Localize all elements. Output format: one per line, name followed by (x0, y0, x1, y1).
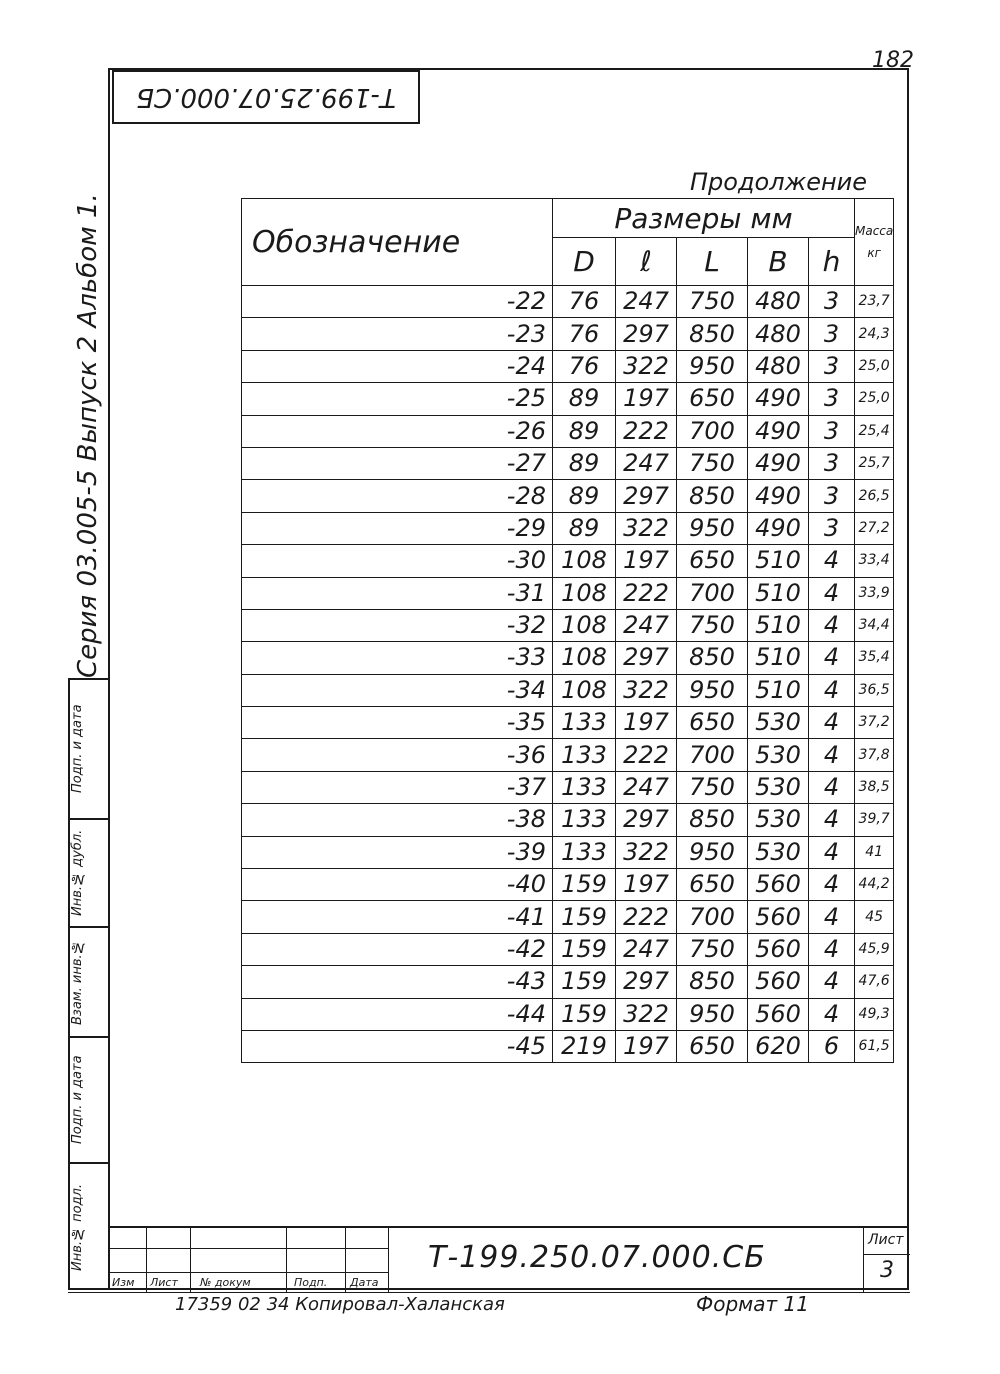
cell-D: 108 (553, 545, 616, 577)
cell-mass: 27,2 (855, 512, 894, 544)
continuation-label: Продолжение (690, 168, 868, 196)
cell-l: 197 (616, 707, 677, 739)
cell-h: 3 (809, 480, 855, 512)
cell-L: 950 (677, 998, 748, 1030)
cell-l: 322 (616, 674, 677, 706)
table-row (242, 707, 894, 739)
table-row (242, 286, 894, 318)
cell-B: 510 (748, 674, 809, 706)
cell-mass: 37,8 (855, 739, 894, 771)
cell-l: 322 (616, 836, 677, 868)
cell-D: 76 (553, 318, 616, 350)
cell-l: 197 (616, 383, 677, 415)
cell-L: 650 (677, 383, 748, 415)
cell-designation: -23 (242, 318, 553, 350)
table-row (242, 480, 894, 512)
cell-L: 650 (677, 869, 748, 901)
cell-D: 159 (553, 966, 616, 998)
inverted-code-stamp (112, 70, 420, 124)
cell-designation: -24 (242, 350, 553, 382)
col-header-l: ℓ (616, 238, 677, 286)
tb-label-sign: Подп. (294, 1276, 328, 1289)
cell-h: 3 (809, 286, 855, 318)
cell-B: 530 (748, 771, 809, 803)
cell-l: 297 (616, 480, 677, 512)
cell-mass: 26,5 (855, 480, 894, 512)
cell-D: 159 (553, 933, 616, 965)
cell-h: 4 (809, 869, 855, 901)
cell-designation: -38 (242, 804, 553, 836)
cell-l: 247 (616, 771, 677, 803)
cell-L: 850 (677, 318, 748, 350)
table-row (242, 804, 894, 836)
cell-L: 950 (677, 350, 748, 382)
cell-h: 3 (809, 350, 855, 382)
mass-header: Масса кг (855, 199, 894, 286)
title-block (108, 1226, 909, 1290)
cell-h: 4 (809, 577, 855, 609)
cell-designation: -29 (242, 512, 553, 544)
cell-D: 219 (553, 1030, 616, 1062)
cell-l: 222 (616, 739, 677, 771)
cell-mass: 25,4 (855, 415, 894, 447)
cell-designation: -37 (242, 771, 553, 803)
cell-B: 510 (748, 545, 809, 577)
cell-D: 108 (553, 674, 616, 706)
cell-designation: -36 (242, 739, 553, 771)
tb-label-sheet: Лист (150, 1276, 178, 1289)
sheet-label: Лист (868, 1232, 904, 1248)
cell-L: 950 (677, 512, 748, 544)
cell-h: 4 (809, 771, 855, 803)
cell-D: 76 (553, 350, 616, 382)
cell-l: 247 (616, 286, 677, 318)
table-row (242, 642, 894, 674)
cell-D: 133 (553, 739, 616, 771)
col-header-h: h (809, 238, 855, 286)
tb-label-doc-no: № докум (200, 1276, 251, 1289)
cell-B: 490 (748, 512, 809, 544)
cell-l: 247 (616, 933, 677, 965)
cell-B: 530 (748, 739, 809, 771)
cell-designation: -32 (242, 609, 553, 641)
copied-by: 17359 02 34 Копировал-Халанская (175, 1294, 505, 1315)
cell-mass: 33,4 (855, 545, 894, 577)
table-row (242, 512, 894, 544)
table-row (242, 771, 894, 803)
cell-B: 530 (748, 707, 809, 739)
side-cell-sign-date-2: Подп. и дата (70, 680, 108, 820)
table-header-row (242, 199, 894, 238)
table-row (242, 998, 894, 1030)
cell-D: 89 (553, 415, 616, 447)
table-row (242, 1030, 894, 1062)
cell-mass: 47,6 (855, 966, 894, 998)
cell-designation: -30 (242, 545, 553, 577)
cell-L: 850 (677, 480, 748, 512)
cell-D: 89 (553, 480, 616, 512)
cell-mass: 61,5 (855, 1030, 894, 1062)
cell-D: 133 (553, 804, 616, 836)
cell-L: 750 (677, 933, 748, 965)
cell-h: 4 (809, 933, 855, 965)
table-row (242, 577, 894, 609)
cell-l: 322 (616, 998, 677, 1030)
cell-L: 750 (677, 771, 748, 803)
cell-mass: 45 (855, 901, 894, 933)
cell-D: 108 (553, 609, 616, 641)
cell-B: 490 (748, 383, 809, 415)
col-header-D: D (553, 238, 616, 286)
sheet-number: 3 (880, 1258, 894, 1283)
cell-h: 4 (809, 707, 855, 739)
dimensions-table (241, 198, 894, 1063)
cell-l: 197 (616, 869, 677, 901)
cell-mass: 38,5 (855, 771, 894, 803)
cell-D: 89 (553, 383, 616, 415)
cell-h: 4 (809, 998, 855, 1030)
cell-designation: -45 (242, 1030, 553, 1062)
cell-B: 510 (748, 642, 809, 674)
cell-l: 222 (616, 415, 677, 447)
cell-L: 850 (677, 966, 748, 998)
cell-l: 222 (616, 901, 677, 933)
table-row (242, 318, 894, 350)
cell-designation: -28 (242, 480, 553, 512)
cell-mass: 45,9 (855, 933, 894, 965)
cell-l: 222 (616, 577, 677, 609)
dimensions-header: Размеры мм (553, 199, 855, 238)
cell-L: 650 (677, 707, 748, 739)
cell-h: 3 (809, 447, 855, 479)
cell-D: 159 (553, 869, 616, 901)
cell-mass: 37,2 (855, 707, 894, 739)
cell-L: 650 (677, 1030, 748, 1062)
cell-mass: 39,7 (855, 804, 894, 836)
cell-designation: -22 (242, 286, 553, 318)
document-code: Т-199.250.07.000.СБ (428, 1240, 766, 1275)
tb-label-change: Изм (112, 1276, 135, 1289)
side-cell-sign-date: Подп. и дата (70, 1038, 108, 1164)
cell-l: 247 (616, 609, 677, 641)
series-text: Серия 03.005-5 Выпуск 2 Альбом 1. (73, 193, 103, 678)
cell-designation: -43 (242, 966, 553, 998)
cell-designation: -34 (242, 674, 553, 706)
cell-mass: 25,0 (855, 350, 894, 382)
cell-h: 4 (809, 674, 855, 706)
cell-mass: 44,2 (855, 869, 894, 901)
cell-l: 322 (616, 512, 677, 544)
cell-l: 297 (616, 804, 677, 836)
cell-L: 700 (677, 577, 748, 609)
cell-L: 850 (677, 804, 748, 836)
cell-L: 700 (677, 901, 748, 933)
table-row (242, 966, 894, 998)
side-cell-orig-inv: Инв.№ подл. (70, 1183, 85, 1271)
cell-h: 4 (809, 804, 855, 836)
sheet-cell (863, 1228, 909, 1292)
cell-L: 950 (677, 674, 748, 706)
cell-mass: 25,0 (855, 383, 894, 415)
table-row (242, 674, 894, 706)
cell-B: 480 (748, 350, 809, 382)
cell-B: 480 (748, 286, 809, 318)
cell-B: 530 (748, 836, 809, 868)
cell-designation: -39 (242, 836, 553, 868)
cell-h: 4 (809, 966, 855, 998)
cell-designation: -33 (242, 642, 553, 674)
cell-mass: 41 (855, 836, 894, 868)
cell-B: 620 (748, 1030, 809, 1062)
cell-h: 3 (809, 415, 855, 447)
cell-L: 700 (677, 739, 748, 771)
table-row (242, 869, 894, 901)
cell-h: 4 (809, 739, 855, 771)
cell-B: 510 (748, 609, 809, 641)
cell-h: 4 (809, 545, 855, 577)
cell-D: 76 (553, 286, 616, 318)
cell-designation: -42 (242, 933, 553, 965)
cell-D: 159 (553, 901, 616, 933)
cell-l: 297 (616, 642, 677, 674)
cell-L: 700 (677, 415, 748, 447)
cell-l: 297 (616, 966, 677, 998)
cell-D: 133 (553, 707, 616, 739)
cell-L: 850 (677, 642, 748, 674)
cell-l: 322 (616, 350, 677, 382)
cell-B: 560 (748, 966, 809, 998)
cell-B: 560 (748, 998, 809, 1030)
cell-B: 510 (748, 577, 809, 609)
table-row (242, 933, 894, 965)
cell-h: 3 (809, 383, 855, 415)
cell-designation: -40 (242, 869, 553, 901)
cell-B: 560 (748, 933, 809, 965)
cell-h: 4 (809, 836, 855, 868)
col-header-L: L (677, 238, 748, 286)
table-row (242, 545, 894, 577)
cell-h: 3 (809, 318, 855, 350)
cell-designation: -44 (242, 998, 553, 1030)
col-header-B: B (748, 238, 809, 286)
cell-mass: 33,9 (855, 577, 894, 609)
cell-L: 750 (677, 609, 748, 641)
side-cell-repl-inv: Взам. инв.№ (70, 928, 108, 1038)
side-cell-dup-inv: Инв.№ дубл. (70, 820, 108, 928)
cell-mass: 23,7 (855, 286, 894, 318)
cell-B: 490 (748, 415, 809, 447)
side-stamp-column (68, 678, 108, 1290)
cell-D: 159 (553, 998, 616, 1030)
cell-L: 950 (677, 836, 748, 868)
cell-l: 247 (616, 447, 677, 479)
table-row (242, 836, 894, 868)
page-number: 182 (872, 48, 914, 73)
cell-mass: 24,3 (855, 318, 894, 350)
cell-mass: 49,3 (855, 998, 894, 1030)
cell-L: 650 (677, 545, 748, 577)
cell-D: 133 (553, 771, 616, 803)
cell-B: 530 (748, 804, 809, 836)
cell-B: 490 (748, 480, 809, 512)
table-row (242, 383, 894, 415)
cell-h: 3 (809, 512, 855, 544)
cell-L: 750 (677, 447, 748, 479)
table-row (242, 739, 894, 771)
cell-designation: -35 (242, 707, 553, 739)
cell-L: 750 (677, 286, 748, 318)
cell-mass: 34,4 (855, 609, 894, 641)
table-row (242, 901, 894, 933)
cell-B: 490 (748, 447, 809, 479)
cell-D: 89 (553, 512, 616, 544)
cell-l: 197 (616, 545, 677, 577)
cell-h: 6 (809, 1030, 855, 1062)
table-row (242, 609, 894, 641)
cell-mass: 36,5 (855, 674, 894, 706)
paper-format: Формат 11 (696, 1292, 809, 1316)
cell-l: 197 (616, 1030, 677, 1062)
cell-h: 4 (809, 642, 855, 674)
table-row (242, 350, 894, 382)
cell-mass: 35,4 (855, 642, 894, 674)
designation-header: Обозначение (242, 199, 553, 286)
cell-B: 480 (748, 318, 809, 350)
cell-D: 89 (553, 447, 616, 479)
cell-designation: -41 (242, 901, 553, 933)
series-label (68, 150, 108, 678)
cell-l: 297 (616, 318, 677, 350)
cell-D: 108 (553, 642, 616, 674)
cell-designation: -27 (242, 447, 553, 479)
cell-D: 133 (553, 836, 616, 868)
tb-label-date: Дата (350, 1276, 379, 1289)
cell-h: 4 (809, 901, 855, 933)
cell-D: 108 (553, 577, 616, 609)
cell-designation: -25 (242, 383, 553, 415)
cell-B: 560 (748, 901, 809, 933)
cell-mass: 25,7 (855, 447, 894, 479)
table-body (242, 286, 894, 1063)
stamp-code: Т-199.25.07.000.СБ (136, 82, 396, 112)
cell-B: 560 (748, 869, 809, 901)
table-row (242, 447, 894, 479)
cell-h: 4 (809, 609, 855, 641)
cell-designation: -26 (242, 415, 553, 447)
table-row (242, 415, 894, 447)
cell-designation: -31 (242, 577, 553, 609)
